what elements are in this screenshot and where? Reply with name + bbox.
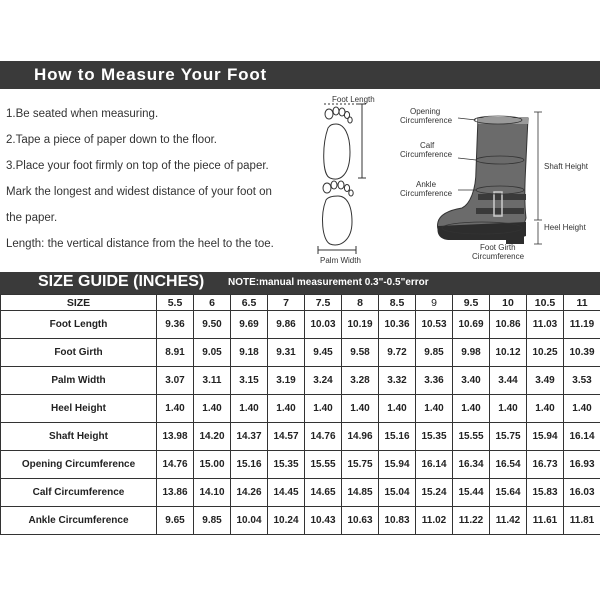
table-cell: 8.91 [157, 339, 194, 367]
size-table [0, 294, 600, 535]
table-cell: 9.58 [342, 339, 379, 367]
size-header-row [1, 295, 600, 311]
table-cell: 14.76 [157, 451, 194, 479]
row-label: Calf Circumference [1, 479, 157, 507]
boot-icon [438, 116, 529, 244]
table-cell: 1.40 [194, 395, 231, 423]
table-cell: 14.45 [268, 479, 305, 507]
row-label: Heel Height [1, 395, 157, 423]
table-cell: 10.43 [305, 507, 342, 535]
table-cell: 15.64 [490, 479, 527, 507]
table-cell: 3.32 [379, 367, 416, 395]
table-cell: 13.98 [157, 423, 194, 451]
table-cell: 10.04 [231, 507, 268, 535]
table-cell: 10.12 [490, 339, 527, 367]
instruction-line: 1.Be seated when measuring. [6, 108, 159, 120]
size-header-cell: 9.5 [453, 295, 490, 311]
table-cell: 9.85 [416, 339, 453, 367]
table-cell: 3.49 [527, 367, 564, 395]
table-cell: 9.36 [157, 311, 194, 339]
row-label: Shaft Height [1, 423, 157, 451]
table-cell: 3.53 [564, 367, 600, 395]
table-cell: 13.86 [157, 479, 194, 507]
table-cell: 9.31 [268, 339, 305, 367]
table-cell: 15.24 [416, 479, 453, 507]
table-cell: 16.34 [453, 451, 490, 479]
table-row [1, 423, 600, 451]
table-cell: 15.16 [231, 451, 268, 479]
table-cell: 15.83 [527, 479, 564, 507]
size-header-cell: 8 [342, 295, 379, 311]
measurement-diagram [300, 90, 600, 265]
table-cell: 14.85 [342, 479, 379, 507]
foot-girth-label-2: Circumference [472, 252, 525, 261]
size-header-cell: 7.5 [305, 295, 342, 311]
table-cell: 10.03 [305, 311, 342, 339]
table-cell: 9.65 [157, 507, 194, 535]
table-cell: 16.14 [416, 451, 453, 479]
table-cell: 14.20 [194, 423, 231, 451]
palm-width-label: Palm Width [320, 256, 361, 265]
table-cell: 1.40 [527, 395, 564, 423]
table-cell: 15.35 [268, 451, 305, 479]
size-guide-note: NOTE:manual measurement 0.3"-0.5"error [228, 277, 429, 288]
table-cell: 1.40 [379, 395, 416, 423]
table-cell: 9.05 [194, 339, 231, 367]
table-cell: 10.86 [490, 311, 527, 339]
table-cell: 11.22 [453, 507, 490, 535]
table-cell: 11.03 [527, 311, 564, 339]
size-header-cell: 5.5 [157, 295, 194, 311]
page-title: How to Measure Your Foot [34, 65, 267, 84]
table-cell: 14.65 [305, 479, 342, 507]
table-cell: 14.10 [194, 479, 231, 507]
table-cell: 9.72 [379, 339, 416, 367]
table-cell: 3.36 [416, 367, 453, 395]
table-cell: 1.40 [231, 395, 268, 423]
table-cell: 11.02 [416, 507, 453, 535]
table-cell: 10.24 [268, 507, 305, 535]
table-cell: 1.40 [157, 395, 194, 423]
table-cell: 3.11 [194, 367, 231, 395]
table-cell: 10.53 [416, 311, 453, 339]
instruction-line: Length: the vertical distance from the heel to the toe. [6, 238, 274, 250]
opening-circumference-label-2: Circumference [400, 116, 453, 125]
table-cell: 15.16 [379, 423, 416, 451]
shaft-height-label: Shaft Height [544, 162, 589, 171]
table-cell: 14.96 [342, 423, 379, 451]
table-cell: 10.69 [453, 311, 490, 339]
table-cell: 14.76 [305, 423, 342, 451]
table-cell: 1.40 [268, 395, 305, 423]
table-row [1, 339, 600, 367]
row-label: Foot Girth [1, 339, 157, 367]
calf-circumference-label-2: Circumference [400, 150, 453, 159]
table-cell: 1.40 [416, 395, 453, 423]
table-cell: 10.39 [564, 339, 600, 367]
table-cell: 9.85 [194, 507, 231, 535]
foot-girth-label-1: Foot Girth [480, 243, 516, 252]
table-cell: 3.19 [268, 367, 305, 395]
table-cell: 9.18 [231, 339, 268, 367]
size-header-cell: 7 [268, 295, 305, 311]
table-cell: 15.35 [416, 423, 453, 451]
table-row [1, 395, 600, 423]
size-header-cell: 11 [564, 295, 600, 311]
table-cell: 3.24 [305, 367, 342, 395]
table-cell: 3.28 [342, 367, 379, 395]
size-header-cell: 6 [194, 295, 231, 311]
table-row [1, 507, 600, 535]
table-cell: 16.03 [564, 479, 600, 507]
table-cell: 15.75 [490, 423, 527, 451]
instruction-line: 2.Tape a piece of paper down to the floor. [6, 134, 217, 146]
table-cell: 16.14 [564, 423, 600, 451]
table-cell: 1.40 [453, 395, 490, 423]
ankle-circumference-label-2: Circumference [400, 189, 453, 198]
table-cell: 1.40 [342, 395, 379, 423]
table-cell: 14.37 [231, 423, 268, 451]
instructions [6, 101, 306, 257]
heel-height-label: Heel Height [544, 223, 586, 232]
opening-circumference-label-1: Opening [410, 107, 441, 116]
table-row [1, 479, 600, 507]
table-cell: 16.73 [527, 451, 564, 479]
table-cell: 16.54 [490, 451, 527, 479]
table-row [1, 451, 600, 479]
size-header-label: SIZE [1, 295, 157, 311]
table-cell: 15.04 [379, 479, 416, 507]
size-header-cell: 10 [490, 295, 527, 311]
table-row [1, 311, 600, 339]
table-cell: 9.45 [305, 339, 342, 367]
table-cell: 14.57 [268, 423, 305, 451]
table-cell: 10.63 [342, 507, 379, 535]
size-header-cell: 9 [416, 295, 453, 311]
size-header-cell: 8.5 [379, 295, 416, 311]
row-label: Ankle Circumference [1, 507, 157, 535]
table-cell: 3.07 [157, 367, 194, 395]
table-cell: 11.42 [490, 507, 527, 535]
table-cell: 3.40 [453, 367, 490, 395]
table-cell: 9.69 [231, 311, 268, 339]
table-cell: 10.19 [342, 311, 379, 339]
table-cell: 10.83 [379, 507, 416, 535]
table-cell: 16.93 [564, 451, 600, 479]
table-cell: 11.19 [564, 311, 600, 339]
table-cell: 3.44 [490, 367, 527, 395]
row-label: Opening Circumference [1, 451, 157, 479]
instruction-line: Mark the longest and widest distance of your foot on [6, 186, 272, 198]
ankle-circumference-label-1: Ankle [416, 180, 437, 189]
table-cell: 15.55 [305, 451, 342, 479]
table-cell: 14.26 [231, 479, 268, 507]
table-cell: 9.86 [268, 311, 305, 339]
table-cell: 15.75 [342, 451, 379, 479]
foot-length-footprint-icon [324, 104, 366, 179]
palm-width-footprint-icon [318, 181, 356, 254]
table-cell: 3.15 [231, 367, 268, 395]
table-cell: 10.25 [527, 339, 564, 367]
row-label: Palm Width [1, 367, 157, 395]
table-cell: 9.98 [453, 339, 490, 367]
row-label: Foot Length [1, 311, 157, 339]
table-cell: 11.81 [564, 507, 600, 535]
size-guide-banner [0, 272, 600, 294]
table-cell: 15.94 [527, 423, 564, 451]
table-cell: 10.36 [379, 311, 416, 339]
size-guide-title: SIZE GUIDE (INCHES) [38, 273, 205, 290]
instruction-line: 3.Place your foot firmly on top of the piece of paper. [6, 160, 269, 172]
size-header-cell: 6.5 [231, 295, 268, 311]
table-cell: 11.61 [527, 507, 564, 535]
calf-circumference-label-1: Calf [420, 141, 435, 150]
measure-banner [0, 61, 600, 89]
instruction-line: the paper. [6, 212, 58, 224]
size-header-cell: 10.5 [527, 295, 564, 311]
table-cell: 15.94 [379, 451, 416, 479]
table-cell: 9.50 [194, 311, 231, 339]
table-cell: 15.44 [453, 479, 490, 507]
foot-length-label: Foot Length [332, 95, 375, 104]
table-cell: 1.40 [490, 395, 527, 423]
table-cell: 1.40 [305, 395, 342, 423]
table-row [1, 367, 600, 395]
table-cell: 15.55 [453, 423, 490, 451]
table-cell: 1.40 [564, 395, 600, 423]
table-cell: 15.00 [194, 451, 231, 479]
